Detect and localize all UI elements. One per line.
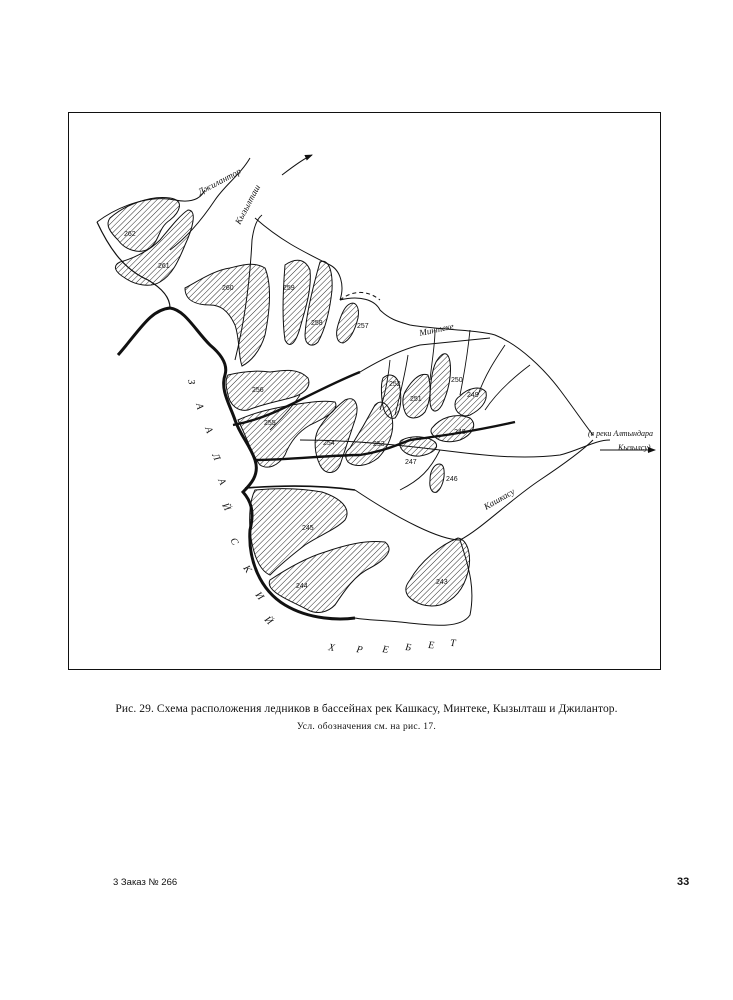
glacier-247 (400, 437, 437, 456)
label-261: 261 (158, 263, 170, 270)
river-label-minteke: Минтеке (418, 320, 455, 338)
ridge-letter-3: А (202, 425, 215, 435)
ridge-letter-9: И (252, 589, 266, 603)
river-minteke (360, 338, 490, 372)
ridge-letter-15: Е (427, 640, 435, 652)
glacier-246 (430, 464, 444, 492)
label-254: 254 (323, 440, 335, 447)
label-258-north: 258 (311, 320, 323, 327)
label-255: 255 (264, 420, 276, 427)
ridge-letter-12: Р (355, 644, 364, 657)
label-246: 246 (446, 476, 458, 483)
label-259: 259 (283, 285, 295, 292)
glacier-250 (430, 354, 451, 411)
glacier-260 (185, 264, 270, 366)
glacier-257 (337, 303, 359, 343)
label-253: 253 (373, 441, 385, 448)
label-247: 247 (405, 459, 417, 466)
river-kyzyltash-upper (282, 155, 312, 175)
figure-subcaption: Усл. обозначения см. на рис. 17. (296, 722, 437, 732)
ridge-letter-16: Т (449, 638, 456, 650)
tributary-3 (478, 345, 505, 395)
page-number: 33 (677, 876, 690, 888)
ridge-letter-5: А (215, 476, 228, 487)
label-244: 244 (296, 583, 308, 590)
ridge-letter-10: Й (261, 614, 275, 628)
ridge-letter-1: З (185, 378, 197, 386)
label-260: 260 (222, 285, 234, 292)
label-248: 248 (454, 429, 466, 436)
footer-order-number: 3 Заказ № 266 (113, 877, 178, 888)
outflow-note-top: (в реки Алтындара (588, 429, 654, 438)
outflow-note-bottom: Кызылсу) (618, 443, 651, 452)
label-252: 252 (389, 381, 401, 388)
label-243: 243 (436, 579, 448, 586)
ridge-letter-8: К (240, 563, 254, 576)
ridge-letter-11: Х (327, 642, 336, 655)
glacier-248 (431, 416, 474, 442)
tributary-2 (460, 330, 470, 395)
ridge-letter-4: Л (209, 451, 223, 463)
label-257: 257 (357, 323, 369, 330)
label-251: 251 (410, 396, 422, 403)
glacier-243 (406, 538, 470, 606)
ridge-letter-13: Е (381, 644, 390, 656)
ridge-letter-14: Б (404, 642, 412, 654)
ridge-letter-7: С (227, 536, 241, 548)
river-label-dzhilantor: Джилантор (196, 165, 243, 197)
label-249: 249 (467, 392, 479, 399)
label-262: 262 (124, 231, 136, 238)
figure-caption: Рис. 29. Схема расположения ледников в бассейнах рек Кашкасу, Минтеке, Кызылташ и Джилантор. (115, 703, 618, 715)
tributary-4 (485, 365, 530, 410)
ridge-letter-2: А (193, 401, 206, 411)
river-label-kyzyltash: Кызылташ (232, 182, 263, 226)
ridge-letter-6: Й (219, 501, 233, 513)
label-245: 245 (302, 525, 314, 532)
river-label-kashkasu: Кашкасу (482, 486, 517, 512)
label-256: 256 (252, 387, 264, 394)
label-250: 250 (451, 377, 463, 384)
